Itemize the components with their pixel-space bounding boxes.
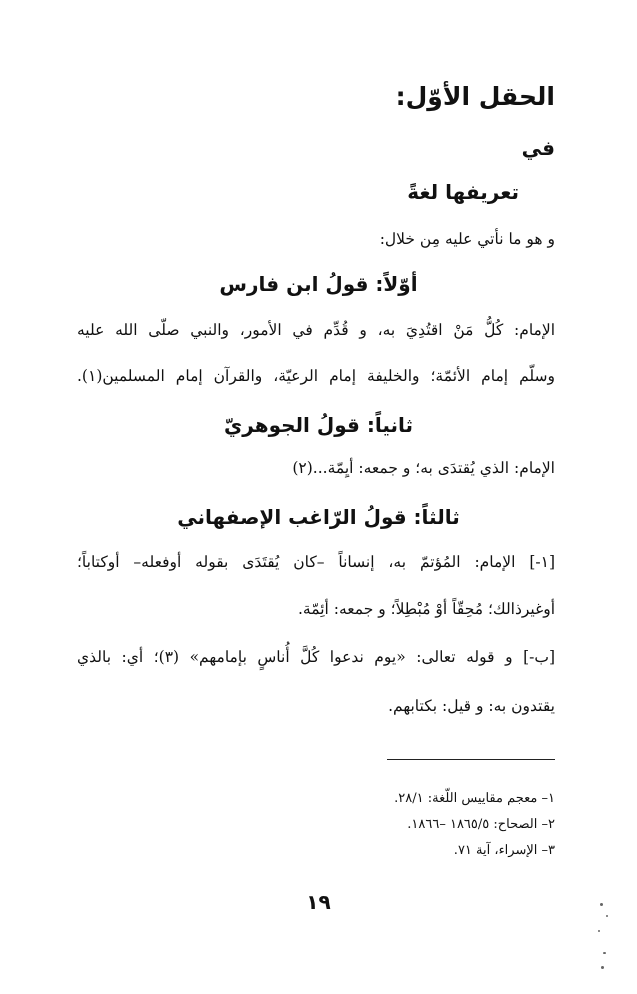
footnote-3: ٣– الإسراء، آية ٧١. [453, 843, 555, 858]
section1-title: أوّلاً: قولُ ابن فارس [219, 272, 418, 296]
chapter-heading: الحقل الأوّل: [395, 82, 555, 111]
scan-speck [600, 903, 603, 906]
section1-line1: الإمام: كُلُّ مَنْ اقتُدِيَ به، و قُدِّم في الأمور، والنبي صلّى الله عليه [77, 321, 555, 339]
section2-line1: الإمام: الذي يُقتدَى به؛ و جمعه: أيِمّة...(٢) [292, 459, 555, 477]
subheading: تعريفها لغةً [407, 180, 519, 204]
section2-title: ثانياً: قولُ الجوهريّ [223, 413, 414, 437]
scan-speck [606, 915, 608, 917]
section3-line2: أوغيرذالك؛ مُحِقّاً أوْ مُبْطِلاً؛ و جمعه: أئِمّة. [298, 600, 555, 618]
page-number: ١٩ [306, 890, 331, 914]
footnote-separator [387, 759, 555, 760]
section3-line1: [١-] الإمام: المُؤتمّ به، إنساناً –كان يُقتَدَى بقوله أوفعله– أوكتاباً؛ [77, 553, 555, 571]
section1-line2: وسلّم إمام الأئمّة؛ والخليفة إمام الرعيّة، والقرآن إمام المسلمين(١). [77, 367, 555, 385]
footnote-2: ٢– الصحاح: ١٨٦٥/٥ –١٨٦٦. [407, 817, 555, 832]
heading-fi: في [521, 136, 555, 160]
section3-line4: يقتدون به: و قيل: بكتابهم. [388, 697, 555, 715]
scan-speck [601, 966, 604, 969]
section3-line3: [ب-] و قوله تعالى: «يوم ندعوا كُلَّ أُناسٍ بإمامهم» (٣)؛ أي: بالذي [77, 648, 555, 666]
footnote-1: ١– معجم مقاييس اللّغة: ٢٨/١. [394, 791, 555, 806]
scan-speck [598, 930, 600, 932]
scan-speck [603, 952, 606, 954]
intro-text: و هو ما نأتي عليه مِن خلال: [379, 230, 555, 248]
section3-title: ثالثاً: قولُ الرّاغب الإصفهاني [177, 505, 460, 529]
